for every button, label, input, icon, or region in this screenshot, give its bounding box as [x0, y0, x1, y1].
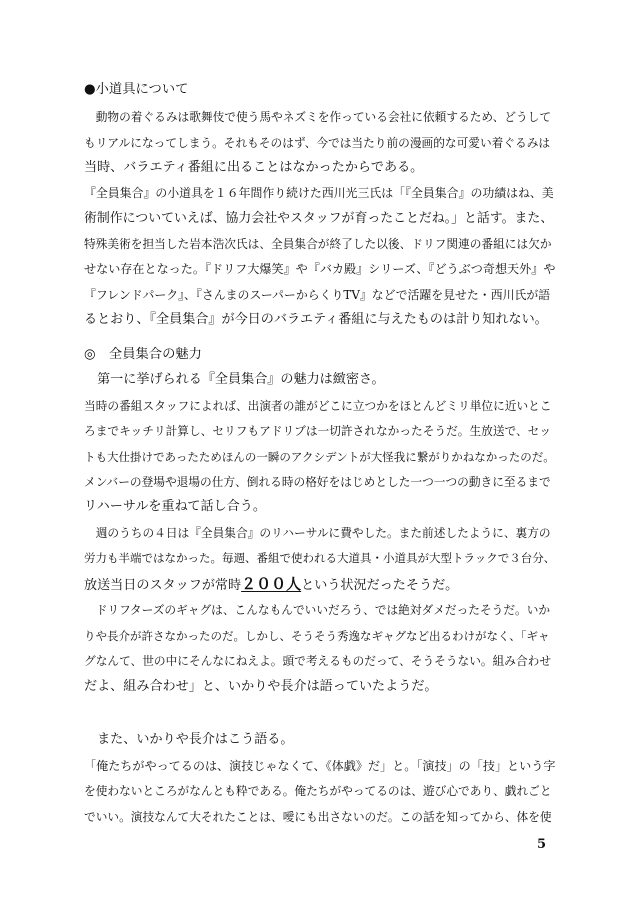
paragraph-line: りや長介が許さなかったのだ。しかし、そうそう秀逸なギャグなど出るわけがなく、「ギャ — [84, 629, 550, 643]
paragraph-line: 当時の番組スタッフによれば、出演者の誰がどこに立つかをほとんどミリ単位に近いとこ — [84, 399, 552, 413]
paragraph-line: でいい。演技なんて大それたことは、噯にも出さないのだ。この話を知ってから、体を使 — [84, 810, 552, 824]
staff-count-emphasis: ２００人 — [241, 575, 302, 593]
paragraph-line: るとおり、『全員集合』が今日のバラエティ番組に与えたものは計り知れない。 — [84, 312, 548, 327]
paragraph-line: 第一に挙げられる『全員集合』の魅力は緻密さ。 — [84, 372, 385, 387]
section-heading-props: ●小道具について — [84, 82, 189, 97]
paragraph-line: 動物の着ぐるみは歌舞伎で使う馬やネズミを作っている会社に依頼するため、どうして — [84, 110, 552, 124]
paragraph-line: 週のうちの４日は『全員集合』のリハーサルに費やした。また前述したように、裏方の — [84, 526, 551, 540]
paragraph-line: を使わないところがなんとも粋である。俺たちがやってるのは、遊び心であり、戯れごと — [84, 784, 552, 798]
section-heading-appeal: ◎ 全員集合の魅力 — [84, 347, 202, 362]
paragraph-line: 『全員集合』の小道具を１６年間作り続けた西川光三氏は「『全員集合』の功績はね、美 — [84, 186, 554, 200]
paragraph-line-staff — [84, 576, 458, 594]
paragraph-line: グなんて、世の中にそんなにねえよ。頭で考えるものだって、そうそうない。組み合わせ — [84, 654, 552, 668]
paragraph-line: 当時、バラエティ番組に出ることはなかったからである。 — [84, 160, 424, 175]
paragraph-line: もリアルになってしまう。それもそのはず、今では当たり前の漫画的な可愛い着ぐるみは — [84, 136, 551, 150]
paragraph-line: 特殊美術を担当した岩本浩次氏は、全員集合が終了した以後、ドリフ関連の番組には欠か — [84, 237, 552, 251]
paragraph-line: 術制作についていえば、協力会社やスタッフが育ったことだね。」と話す。また、 — [84, 211, 554, 226]
paragraph-line: ドリフターズのギャグは、こんなもんでいいだろう、では絶対ダメだったそうだ。いか — [84, 603, 551, 617]
page-number: 5 — [537, 837, 547, 852]
paragraph-line: だよ、組み合わせ」と、いかりや長介は語っていたようだ。 — [84, 679, 438, 694]
paragraph-line: 「俺たちがやってるのは、演技じゃなくて、《体戯》だ」と。「演技」の「技」という字 — [84, 759, 556, 773]
paragraph-line: リハーサルを重ねて話し合う。 — [84, 499, 266, 514]
paragraph-line: ろまでキッチリ計算し、セリフもアドリブは一切許されなかったそうだ。生放送で、セッ — [84, 424, 552, 438]
paragraph-line: 労力も半端ではなかった。毎週、番組で使われる大道具・小道具が大型トラックで３台分、 — [84, 551, 556, 565]
paragraph-line: メンバーの登場や退場の仕方、倒れる時の格好をはじめとした一つ一つの動きに至るまで — [84, 475, 551, 489]
paragraph-line: せない存在となった。『ドリフ大爆笑』や『バカ殿』シリーズ、『どうぶつ奇想天外』や — [84, 262, 556, 276]
paragraph-line: 『フレンドパーク』、『さんまのスーパーからくりTV』などで活躍を見せた・西川氏が語 — [84, 288, 551, 302]
paragraph-line: また、いかりや長介はこう語る。 — [84, 732, 294, 747]
paragraph-line: トも大仕掛けであったためほんの一瞬のアクシデントが大怪我に繋がりかねなかったのだ。 — [84, 450, 555, 464]
staff-line-prefix: 放送当日のスタッフが常時 — [84, 578, 242, 593]
staff-line-suffix: という状況だったそうだ。 — [301, 578, 459, 593]
